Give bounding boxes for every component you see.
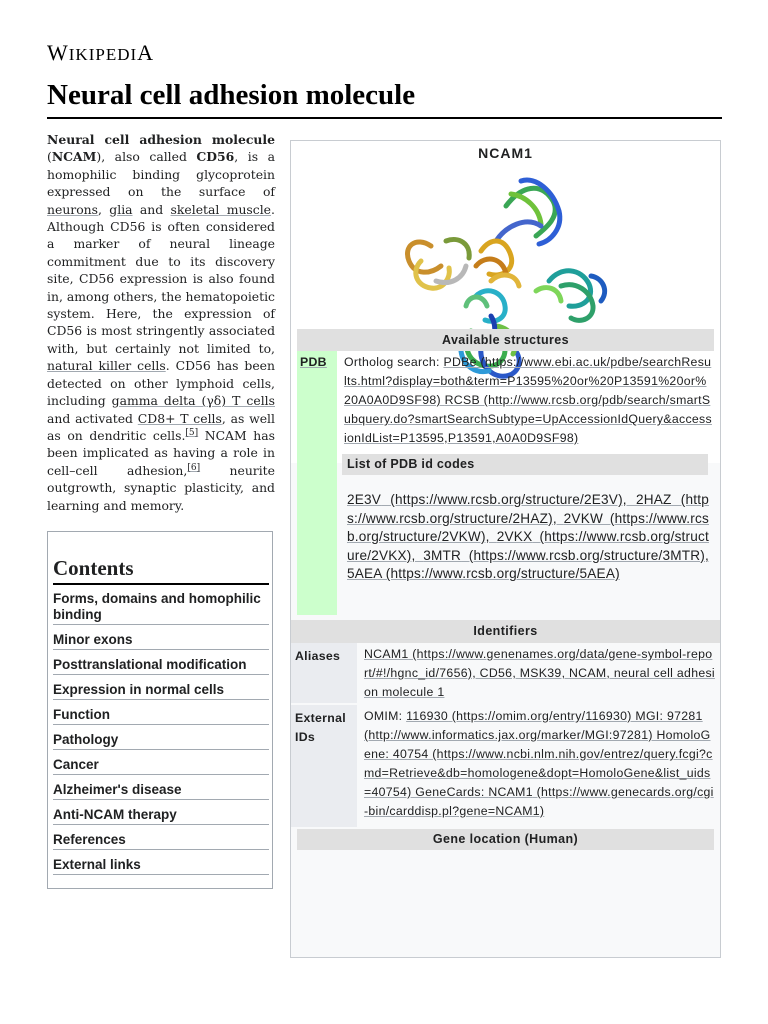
link-cd8-t-cells[interactable]: CD8+ T cells: [137, 410, 222, 426]
lead-text: (: [47, 149, 52, 165]
lead-text: NCAM has been implicated as having a role in cell–cell adhesion,: [47, 427, 275, 478]
lead-bold-term: NCAM: [51, 149, 97, 165]
lead-bold-term: Neural cell adhesion molecule: [47, 132, 275, 147]
available-structures-header: Available structures: [297, 329, 714, 351]
lead-text: ), also called: [96, 149, 197, 165]
omim-url[interactable]: (https://omim.org/entry/116930) MGI:: [448, 709, 667, 723]
rcsb-link[interactable]: RCSB: [444, 393, 480, 407]
pdbe-link[interactable]: PDBe: [443, 355, 477, 369]
pdb-code-link[interactable]: 2VKX: [496, 529, 533, 545]
gene-location-header: Gene location (Human): [297, 829, 714, 850]
toc-item[interactable]: Forms, domains and homophilic binding: [53, 591, 269, 625]
genecards-link[interactable]: NCAM1: [488, 785, 533, 799]
link-skeletal-muscle[interactable]: skeletal muscle: [170, 201, 272, 217]
toc-heading: Contents: [53, 556, 269, 585]
toc-item[interactable]: External links: [53, 857, 269, 875]
pdb-code-url[interactable]: (https://www.rcsb.org/structure/2E3V),: [381, 492, 636, 507]
genecards-url[interactable]: (https://www.genecards.org/cgi-bin/carddisp.pl?gene=NCAM1): [364, 785, 714, 818]
pdb-ortholog-search: [344, 353, 712, 448]
toc-item[interactable]: Expression in normal cells: [53, 682, 269, 700]
link-natural-killer-cells[interactable]: natural killer cells: [47, 358, 166, 374]
ext-text: OMIM:: [364, 709, 407, 723]
aliases-text: (https://www.genenames.org/data/gene-symbol-report/#!/hgnc_id/7656), CD56, MSK39, NCAM, neural cell adhesion molecule 1: [364, 647, 715, 699]
aliases-value: [364, 645, 716, 702]
toc-item[interactable]: Alzheimer's disease: [53, 782, 269, 800]
pdb-code-url[interactable]: (https://www.rcsb.org/structure/5AEA): [381, 566, 620, 582]
rcsb-url[interactable]: (http://www.rcsb.org/pdb/search/smartSubquery.do?smartSearchSubtype=UpAccessionIdQuery&accessionIdList=P13595,P13591,A0A0D9SF98): [344, 393, 712, 445]
pdb-code-link[interactable]: 5AEA: [347, 566, 382, 582]
toc-item[interactable]: References: [53, 832, 269, 850]
toc-item[interactable]: Pathology: [53, 732, 269, 750]
pdb-text: Ortholog search:: [344, 355, 444, 369]
lead-text: , is a homophilic binding glycoprotein expressed on the surface of: [47, 149, 275, 200]
pdb-id-codes: [347, 491, 709, 584]
toc-item[interactable]: Cancer: [53, 757, 269, 775]
pdb-label[interactable]: [297, 351, 337, 615]
infobox: [290, 140, 721, 958]
link-gamma-delta-t-cells[interactable]: gamma delta (γδ) T cells: [111, 393, 275, 409]
toc-item[interactable]: Minor exons: [53, 632, 269, 650]
mgi-url[interactable]: (http://www.informatics.jax.org/marker/MGI:97281) HomoloGene:: [364, 728, 711, 761]
wordmark-letter: W: [47, 40, 69, 65]
aliases-label: Aliases: [291, 643, 357, 703]
reference-6[interactable]: [6]: [187, 462, 201, 473]
omim-link[interactable]: 116930: [406, 709, 449, 723]
toc-item[interactable]: Anti-NCAM therapy: [53, 807, 269, 825]
page-title: Neural cell adhesion molecule: [47, 79, 416, 111]
lead-text: and activated: [47, 410, 138, 426]
lead-bold-term: CD56: [196, 149, 235, 165]
wordmark-letter: A: [137, 40, 155, 65]
toc-list: [53, 591, 268, 875]
lead-paragraph: [47, 131, 275, 514]
mgi-link[interactable]: 97281: [666, 709, 703, 723]
pdbe-url[interactable]: (https://www.ebi.ac.uk/pdbe/searchResults.html?display=both&term=P13595%20or%20P13591%20or%20A0A0D9SF98): [344, 355, 712, 407]
reference-5[interactable]: [5]: [185, 427, 199, 438]
infobox-title: NCAM1: [291, 141, 720, 166]
pdb-code-url[interactable]: (https://www.rcsb.org/structure/3MTR),: [461, 547, 710, 563]
external-ids-label: External IDs: [291, 705, 357, 827]
link-glia[interactable]: glia: [109, 201, 133, 217]
lead-text: , as well as on dendritic cells.: [47, 410, 275, 443]
lead-text: and: [132, 201, 171, 217]
wordmark-letters: IKIPEDI: [68, 45, 138, 64]
lead-text: . CD56 has been detected on other lymphoid cells, including: [47, 358, 275, 409]
pdb-code-link[interactable]: 2HAZ: [636, 492, 672, 507]
wikipedia-wordmark[interactable]: [47, 40, 154, 66]
identifiers-header: Identifiers: [291, 620, 720, 643]
table-of-contents: [47, 531, 273, 889]
toc-item[interactable]: Posttranslational modification: [53, 657, 269, 675]
external-ids-value: [364, 707, 716, 821]
pdb-id-list-header[interactable]: List of PDB id codes: [342, 454, 708, 475]
link-neurons[interactable]: neurons: [47, 201, 99, 217]
lead-text: . Although CD56 is often considered a marker of neural lineage commitment due to its discovery site, CD56 expression is also found in, among others, the hematopoietic system. Here, the expression of CD56 is most stringently associated with, but certainly not limited to,: [47, 201, 275, 356]
toc-item[interactable]: Function: [53, 707, 269, 725]
pdb-code-link[interactable]: 2E3V: [347, 492, 382, 507]
lead-text: neurite outgrowth, synaptic plasticity, and learning and memory.: [47, 462, 275, 513]
pdb-code-link[interactable]: 3MTR: [423, 547, 462, 563]
lead-text: ,: [98, 201, 110, 217]
pdb-code-url[interactable]: (https://www.rcsb.org/structure/2HAZ),: [347, 492, 709, 526]
pdb-code-url[interactable]: (https://www.rcsb.org/structure/2VKW),: [347, 510, 709, 545]
pdb-link[interactable]: PDB: [300, 355, 327, 369]
pdb-code-url[interactable]: (https://www.rcsb.org/structure/2VKX),: [347, 529, 709, 563]
homologene-url[interactable]: (https://www.ncbi.nlm.nih.gov/entrez/query.fcgi?cmd=Retrieve&db=homologene&dopt=HomoloGene&list_uids=40754) GeneCards:: [364, 747, 713, 799]
hgnc-link[interactable]: NCAM1: [364, 647, 409, 661]
pdb-code-link[interactable]: 2VKW: [563, 510, 603, 526]
homologene-link[interactable]: 40754: [392, 747, 429, 761]
title-divider: [47, 117, 722, 119]
